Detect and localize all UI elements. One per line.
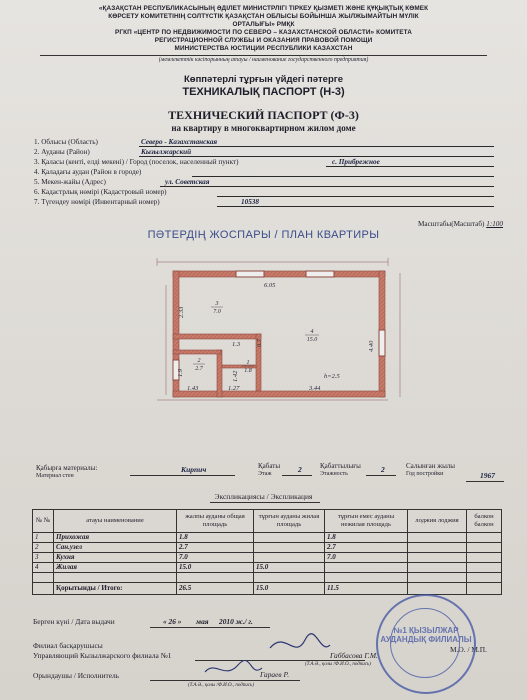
issued-day: « 26 » [163, 617, 182, 626]
table-row: 4 Жилая 15.0 15.0 [33, 563, 502, 573]
executor-label: Орындаушы / Исполнитель [33, 671, 120, 680]
dim-left-lower: 1.9 [177, 368, 184, 377]
field-city-label: 3. Қаласы (кенті, елді мекені) / Город (поселок, населенный пункт) [34, 158, 239, 166]
field-address-value: ул. Советская [165, 178, 210, 186]
field-city-district-label: 4. Қаладағы аудан (Район в городе) [34, 168, 142, 176]
total-living: 15.0 [254, 583, 325, 595]
room-3-area: 7.0 [213, 309, 221, 315]
header-line-4: РГКП «ЦЕНТР ПО НЕДВИЖИМОСТИ ПО СЕВЕРО – КАЗАХСТАНСКОЙ ОБЛАСТИ» КОМИТЕТА [115, 29, 412, 36]
dim-bottom-left: 1.43 [187, 385, 199, 392]
col-num: № № [33, 510, 54, 533]
table-row: 1 Прихожая 1.8 1.8 [33, 533, 502, 543]
room-2-area: 2.7 [195, 366, 203, 372]
dim-height: h=2.5 [324, 373, 340, 380]
header-line-1: «ҚАЗАҚСТАН РЕСПУБЛИКАСЫНЫҢ ӘДІЛЕТ МИНИСТРЛІГІ ТІРКЕУ ҚЫЗМЕТІ ЖӘНЕ ҚҰҚЫҚТЫҚ КӨМЕК [98, 5, 429, 12]
executor-fio-note: (Т.А.Ә., қолы /Ф.И.О., подпись) [188, 683, 254, 688]
field-cadastral-label: 6. Кадастрлық нөмірі (Кадастровый номер) [34, 188, 167, 196]
header-line-3: ОРТАЛЫҒЫ» РМҚК [232, 21, 295, 28]
issued-month: мая [196, 617, 209, 626]
field-inventory-label: 7. Түгендеу нөмірі (Инвентарный номер) [34, 198, 160, 206]
total-total: 26.5 [177, 583, 254, 595]
director-signature: Габбасова Г.М. [330, 651, 378, 660]
dim-bottom-mid: 1.27 [228, 385, 240, 392]
col-total: жалпы ауданы общая площадь [177, 510, 254, 533]
total-label: Қорытынды / Итого: [54, 583, 177, 595]
dim-bottom-right: 3.44 [309, 385, 321, 392]
table-row: 3 Кухня 7.0 7.0 [33, 553, 502, 563]
dim-left-upper: 2.33 [178, 306, 185, 318]
header-line-2: КӨРСЕТУ КОМИТЕТІНІҢ СОЛТҮСТІК ҚАЗАҚСТАН ОБЛЫСЫ БОЙЫНША ЖЫЛЖЫМАЙТЫН МҮЛІК [108, 13, 419, 20]
total-nonliving: 11.5 [325, 583, 408, 595]
scale-label: Масштабы(Масштаб) [418, 220, 485, 228]
field-district-value: Кызылжарский [141, 148, 192, 156]
room-1-area: 1.8 [244, 368, 252, 374]
field-region-value: Северо - Казахстанская [141, 138, 218, 146]
issued-year: 2010 ж./ г. [219, 617, 253, 626]
field-district-label: 2. Ауданы (Район) [34, 148, 90, 156]
director-fio-note: (Т.А.Ә., қолы /Ф.И.О., подпись) [305, 662, 371, 667]
col-name: атауы наименование [54, 510, 177, 533]
col-balcony: балкон балкон [467, 510, 502, 533]
title-kz-1: Көппәтерлі тұрғын үйдегі пәтерге [183, 74, 344, 85]
year-label: Салынған жылы Год постройки [406, 462, 455, 477]
issued-label: Берген күні / Дата выдачи [33, 617, 115, 626]
dim-corridor-w: 1.3 [232, 341, 241, 348]
room-2-num: 2 [197, 358, 201, 364]
field-city-value: с. Прибрежное [332, 158, 380, 166]
seal-place: М.О. / М.П. [450, 645, 487, 654]
header-line-5: РЕГИСТРАЦИОННОЙ СЛУЖБЫ И ОКАЗАНИЯ ПРАВОВОЙ ПОМОЩИ [154, 37, 373, 44]
year-value: 1967 [480, 471, 495, 480]
room-4-num: 4 [310, 329, 314, 335]
title-ru-2: на квартиру в многоквартирном жилом доме [171, 123, 356, 133]
dim-right: 4.40 [368, 340, 375, 352]
room-1-num: 1 [246, 360, 250, 366]
plan-title: ПӘТЕРДІҢ ЖОСПАРЫ / ПЛАН КВАРТИРЫ [147, 229, 380, 241]
floor-label: Қабаты Этаж [258, 462, 281, 477]
col-living: тұрғын ауданы жилая площадь [254, 510, 325, 533]
dim-corridor-h: 0.7 [256, 338, 263, 347]
title-ru-1: ТЕХНИЧЕСКИЙ ПАСПОРТ (Ф-3) [168, 108, 359, 122]
scale-value: 1:100 [486, 220, 503, 228]
room-3-num: 3 [215, 301, 219, 307]
field-inventory-value: 10538 [241, 198, 259, 206]
floor-value: 2 [298, 465, 302, 474]
wall-material-label: Қабырға материалы: Материал стен [36, 464, 98, 479]
stamp-text: №1 ҚЫЗЫЛЖАР АУДАНДЫҚ ФИЛИАЛЫ [380, 626, 472, 644]
dim-top: 6.05 [264, 282, 276, 289]
explication-title: Экспликациясы / Экспликация [214, 492, 313, 501]
field-address-label: 5. Мекен-жайы (Адрес) [34, 178, 106, 186]
header-line-6: МИНИСТЕРСТВА ЮСТИЦИИ РЕСПУБЛИКИ КАЗАХСТАН [174, 45, 353, 52]
col-loggia: лоджия лоджия [408, 510, 467, 533]
floors-label: Қабаттылығы Этажность [320, 462, 361, 477]
executor-signature: Гараев Р. [260, 670, 290, 679]
branch-kz: Филиал басқарушысы [33, 641, 103, 650]
dim-mid-vertical: 1.42 [232, 370, 239, 382]
branch-ru: Управляющий Кызылжарского филиала №1 [33, 651, 172, 660]
field-region-label: 1. Облысы (Область) [34, 138, 98, 146]
room-4-area: 15.0 [306, 337, 318, 343]
col-nonliving: тұрғын емес ауданы нежилая площадь [325, 510, 408, 533]
title-kz-2: ТЕХНИКАЛЫҚ ПАСПОРТ (Н-3) [182, 86, 345, 98]
floors-value: 2 [381, 465, 385, 474]
header-note: (мемлекеттік кәсіпорынның атауы / наименование государственного предприятия) [158, 57, 369, 63]
table-row: 2 Сан.узел 2.7 2.7 [33, 543, 502, 553]
wall-material-value: Кирпич [181, 465, 207, 474]
